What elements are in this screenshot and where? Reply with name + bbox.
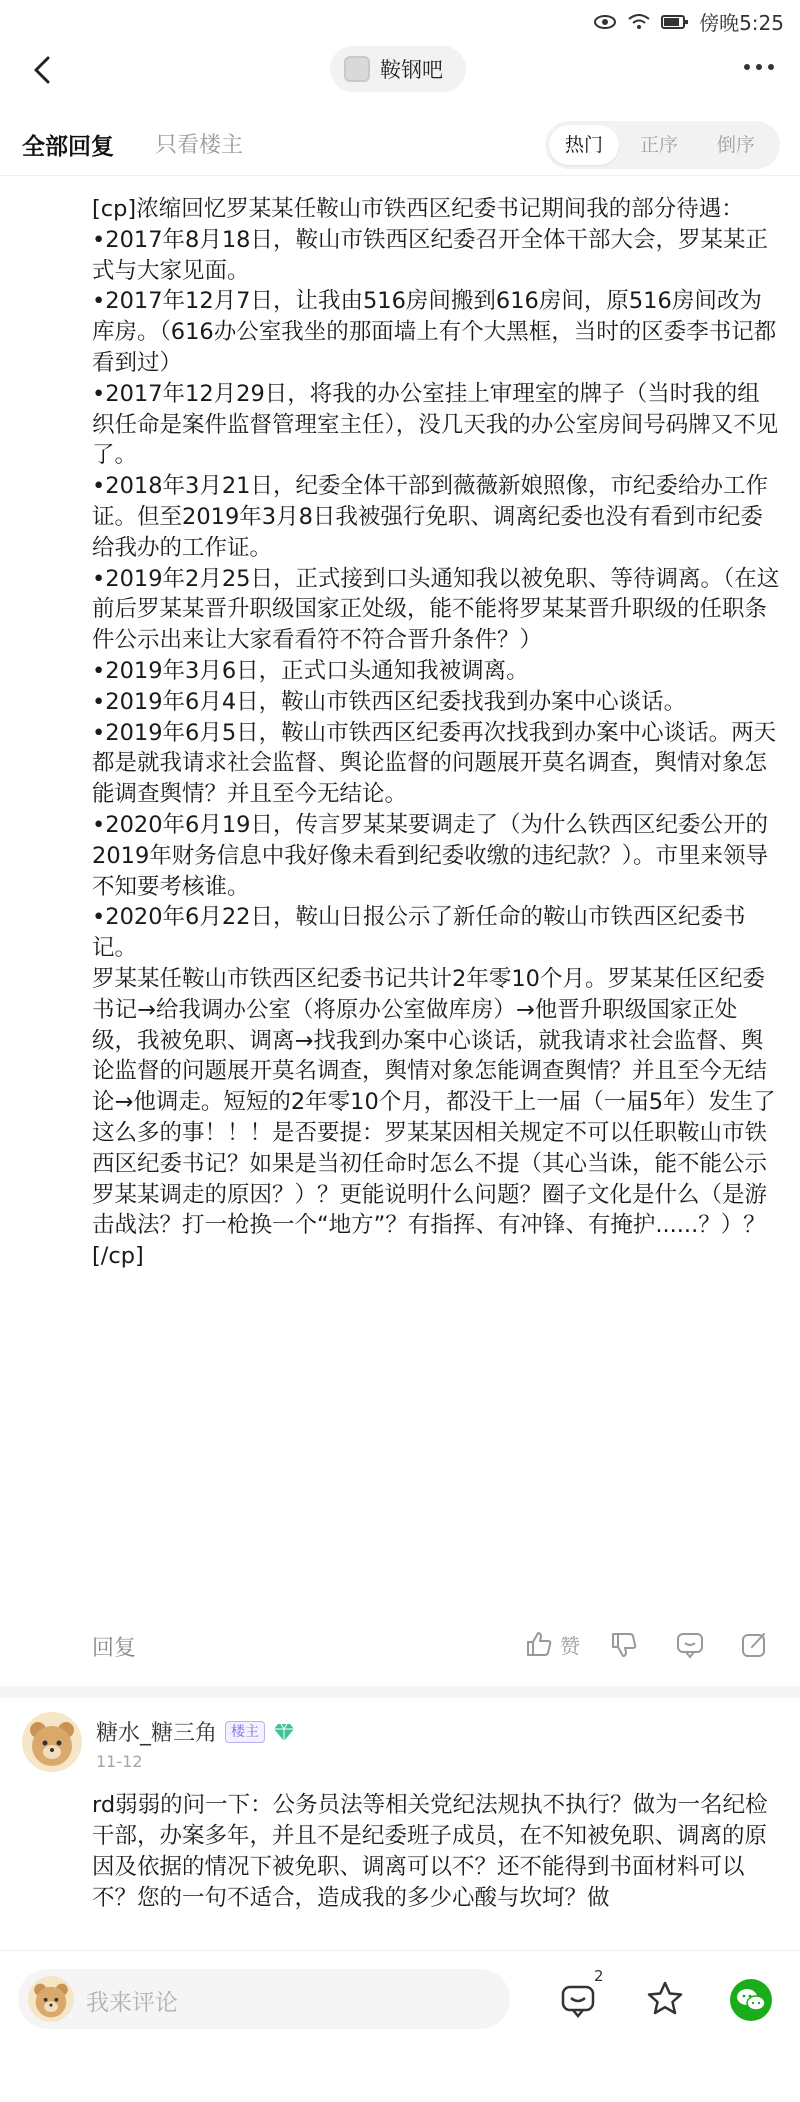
- reply-button[interactable]: 回复: [92, 1636, 137, 1661]
- back-arrow-icon[interactable]: [24, 50, 64, 90]
- comment-count: 2: [594, 1967, 604, 1985]
- sort-switcher: [545, 121, 780, 169]
- avatar[interactable]: [22, 1712, 82, 1772]
- post-paragraph: •2017年12月7日，让我由516房间搬到616房间，原516房间改为库房。（616办公室我坐的那面墙上有个大黑框，当时的区委李书记都看到过）: [92, 288, 777, 376]
- battery-icon: [661, 12, 689, 32]
- post-paragraph: •2019年2月25日，正式接到口头通知我以被免职、等待调离。（在这前后罗某某晋升职级国家正处级，能不能将罗某某晋升职级的任职条件公示出来让大家看看符不符合晋升条件？）: [92, 565, 780, 654]
- comment-placeholder: 我来评论: [86, 1990, 178, 2016]
- thumbs-up-icon: [524, 1629, 554, 1659]
- sort-asc-button[interactable]: 正序: [640, 134, 679, 156]
- wifi-icon: [627, 12, 651, 32]
- more-icon[interactable]: [744, 64, 774, 70]
- wechat-share-icon[interactable]: [730, 1979, 772, 2021]
- bear-avatar-icon: [28, 1976, 74, 2022]
- divider: [0, 175, 800, 176]
- post-paragraph: •2019年6月4日，鞍山市铁西区纪委找我到办案中心谈话。: [92, 688, 687, 715]
- reply-username[interactable]: 糖水_糖三角: [96, 1721, 218, 1746]
- like-button[interactable]: [524, 1629, 580, 1659]
- post-paragraph: •2019年6月5日，鞍山市铁西区纪委再次找我到办案中心谈话。两天都是就我请求社会监督、舆论监督的问题展开莫名调查，舆情对象怎能调查舆情？并且至今无结论。: [92, 719, 777, 808]
- comment-input[interactable]: [18, 1969, 510, 2029]
- comment-icon[interactable]: [674, 1629, 706, 1661]
- post-paragraph: •2020年6月19日，传言罗某某要调走了（为什么铁西区纪委公开的2019年财务信息中我好像未看到纪委收缴的违纪款？）。市里来领导不知要考核谁。: [92, 811, 769, 900]
- post-body: [92, 194, 782, 1272]
- status-bar: [0, 0, 800, 40]
- section-divider: [0, 1686, 800, 1698]
- reply-user-line: [96, 1716, 295, 1747]
- post-paragraph: •2019年3月6日，正式口头通知我被调离。: [92, 657, 529, 684]
- favorite-star-icon[interactable]: [645, 1979, 685, 2019]
- reply-date: 11-12: [96, 1752, 143, 1771]
- reply-text: rd弱弱的问一下：公务员法等相关党纪法规执不执行？做为一名纪检干部，办案多年，并且不是纪委班子成员，在不知被免职、调离的原因及依据的情况下被免职、调离可以不？还不能得到书面材料可以不？您的一句不适合，造成我的多少心酸与坎坷？做: [92, 1792, 768, 1911]
- post-paragraph: •2017年12月29日，将我的办公室挂上审理室的牌子（当时我的组织任命是案件监督管理室主任），没几天我的办公室房间号码牌又不见了。: [92, 380, 779, 469]
- edit-icon[interactable]: [738, 1629, 770, 1661]
- post-action-row: [0, 1625, 800, 1669]
- comments-icon[interactable]: [558, 1981, 598, 2021]
- tab-all-replies[interactable]: 全部回复: [22, 134, 114, 160]
- like-label: 赞: [560, 1633, 580, 1658]
- forum-name: 鞍钢吧: [380, 58, 443, 82]
- status-right: [593, 7, 784, 36]
- reply-filter-row: [0, 118, 800, 176]
- wechat-bubbles-icon: [730, 1979, 772, 2021]
- bottom-comment-bar: [0, 1950, 800, 2102]
- tab-owner-only[interactable]: 只看楼主: [155, 133, 244, 158]
- sort-desc-button[interactable]: 倒序: [717, 134, 756, 156]
- owner-badge: 楼主: [225, 1721, 265, 1743]
- post-paragraph: •2017年8月18日，鞍山市铁西区纪委召开全体干部大会，罗某某正式与大家见面。: [92, 226, 768, 284]
- avatar: [28, 1976, 74, 2022]
- forum-pill[interactable]: [330, 46, 466, 92]
- sort-hot-button[interactable]: 热门: [549, 125, 619, 165]
- diamond-level-icon: [273, 1722, 295, 1742]
- thumbs-down-icon[interactable]: [608, 1629, 640, 1661]
- status-time: 傍晚5:25: [699, 11, 784, 35]
- post-paragraph: [cp]浓缩回忆罗某某任鞍山市铁西区纪委书记期间我的部分待遇：: [92, 196, 744, 222]
- nav-bar: [0, 40, 800, 100]
- bear-avatar-icon: [22, 1712, 82, 1772]
- forum-logo-icon: [344, 56, 370, 82]
- post-paragraph: 罗某某任鞍山市铁西区纪委书记共计2年零10个月。罗某某任区纪委书记→给我调办公室（将原办公室做库房）→他晋升职级国家正处级，我被免职、调离→找我到办案中心谈话，就我请求社会监督、舆论监督的问题展开莫名调查，舆情对象怎能调查舆情？并且至今无结论→他调走。短短的2年零10个月，都没干上一届（一届5年）发生了这么多的事！！！是否要提：罗某某因相关规定不可以任职鞍山市铁西区纪委书记？如果是当初任命时怎么不提（其心当诛，能不能公示罗某某调走的原因？）？更能说明什么问题？圈子文化是什么（是游击战法？打一枪换一个“地方”？有指挥、有冲锋、有掩护......？）？[/cp]: [92, 965, 776, 1270]
- post-paragraph: •2020年6月22日，鞍山日报公示了新任命的鞍山市铁西区纪委书记。: [92, 904, 746, 962]
- eye-comfort-icon: [593, 12, 617, 32]
- post-paragraph: •2018年3月21日，纪委全体干部到薇薇新娘照像，市纪委给办工作证。但至2019年3月8日我被强行免职、调离纪委也没有看到市纪委给我办的工作证。: [92, 473, 768, 561]
